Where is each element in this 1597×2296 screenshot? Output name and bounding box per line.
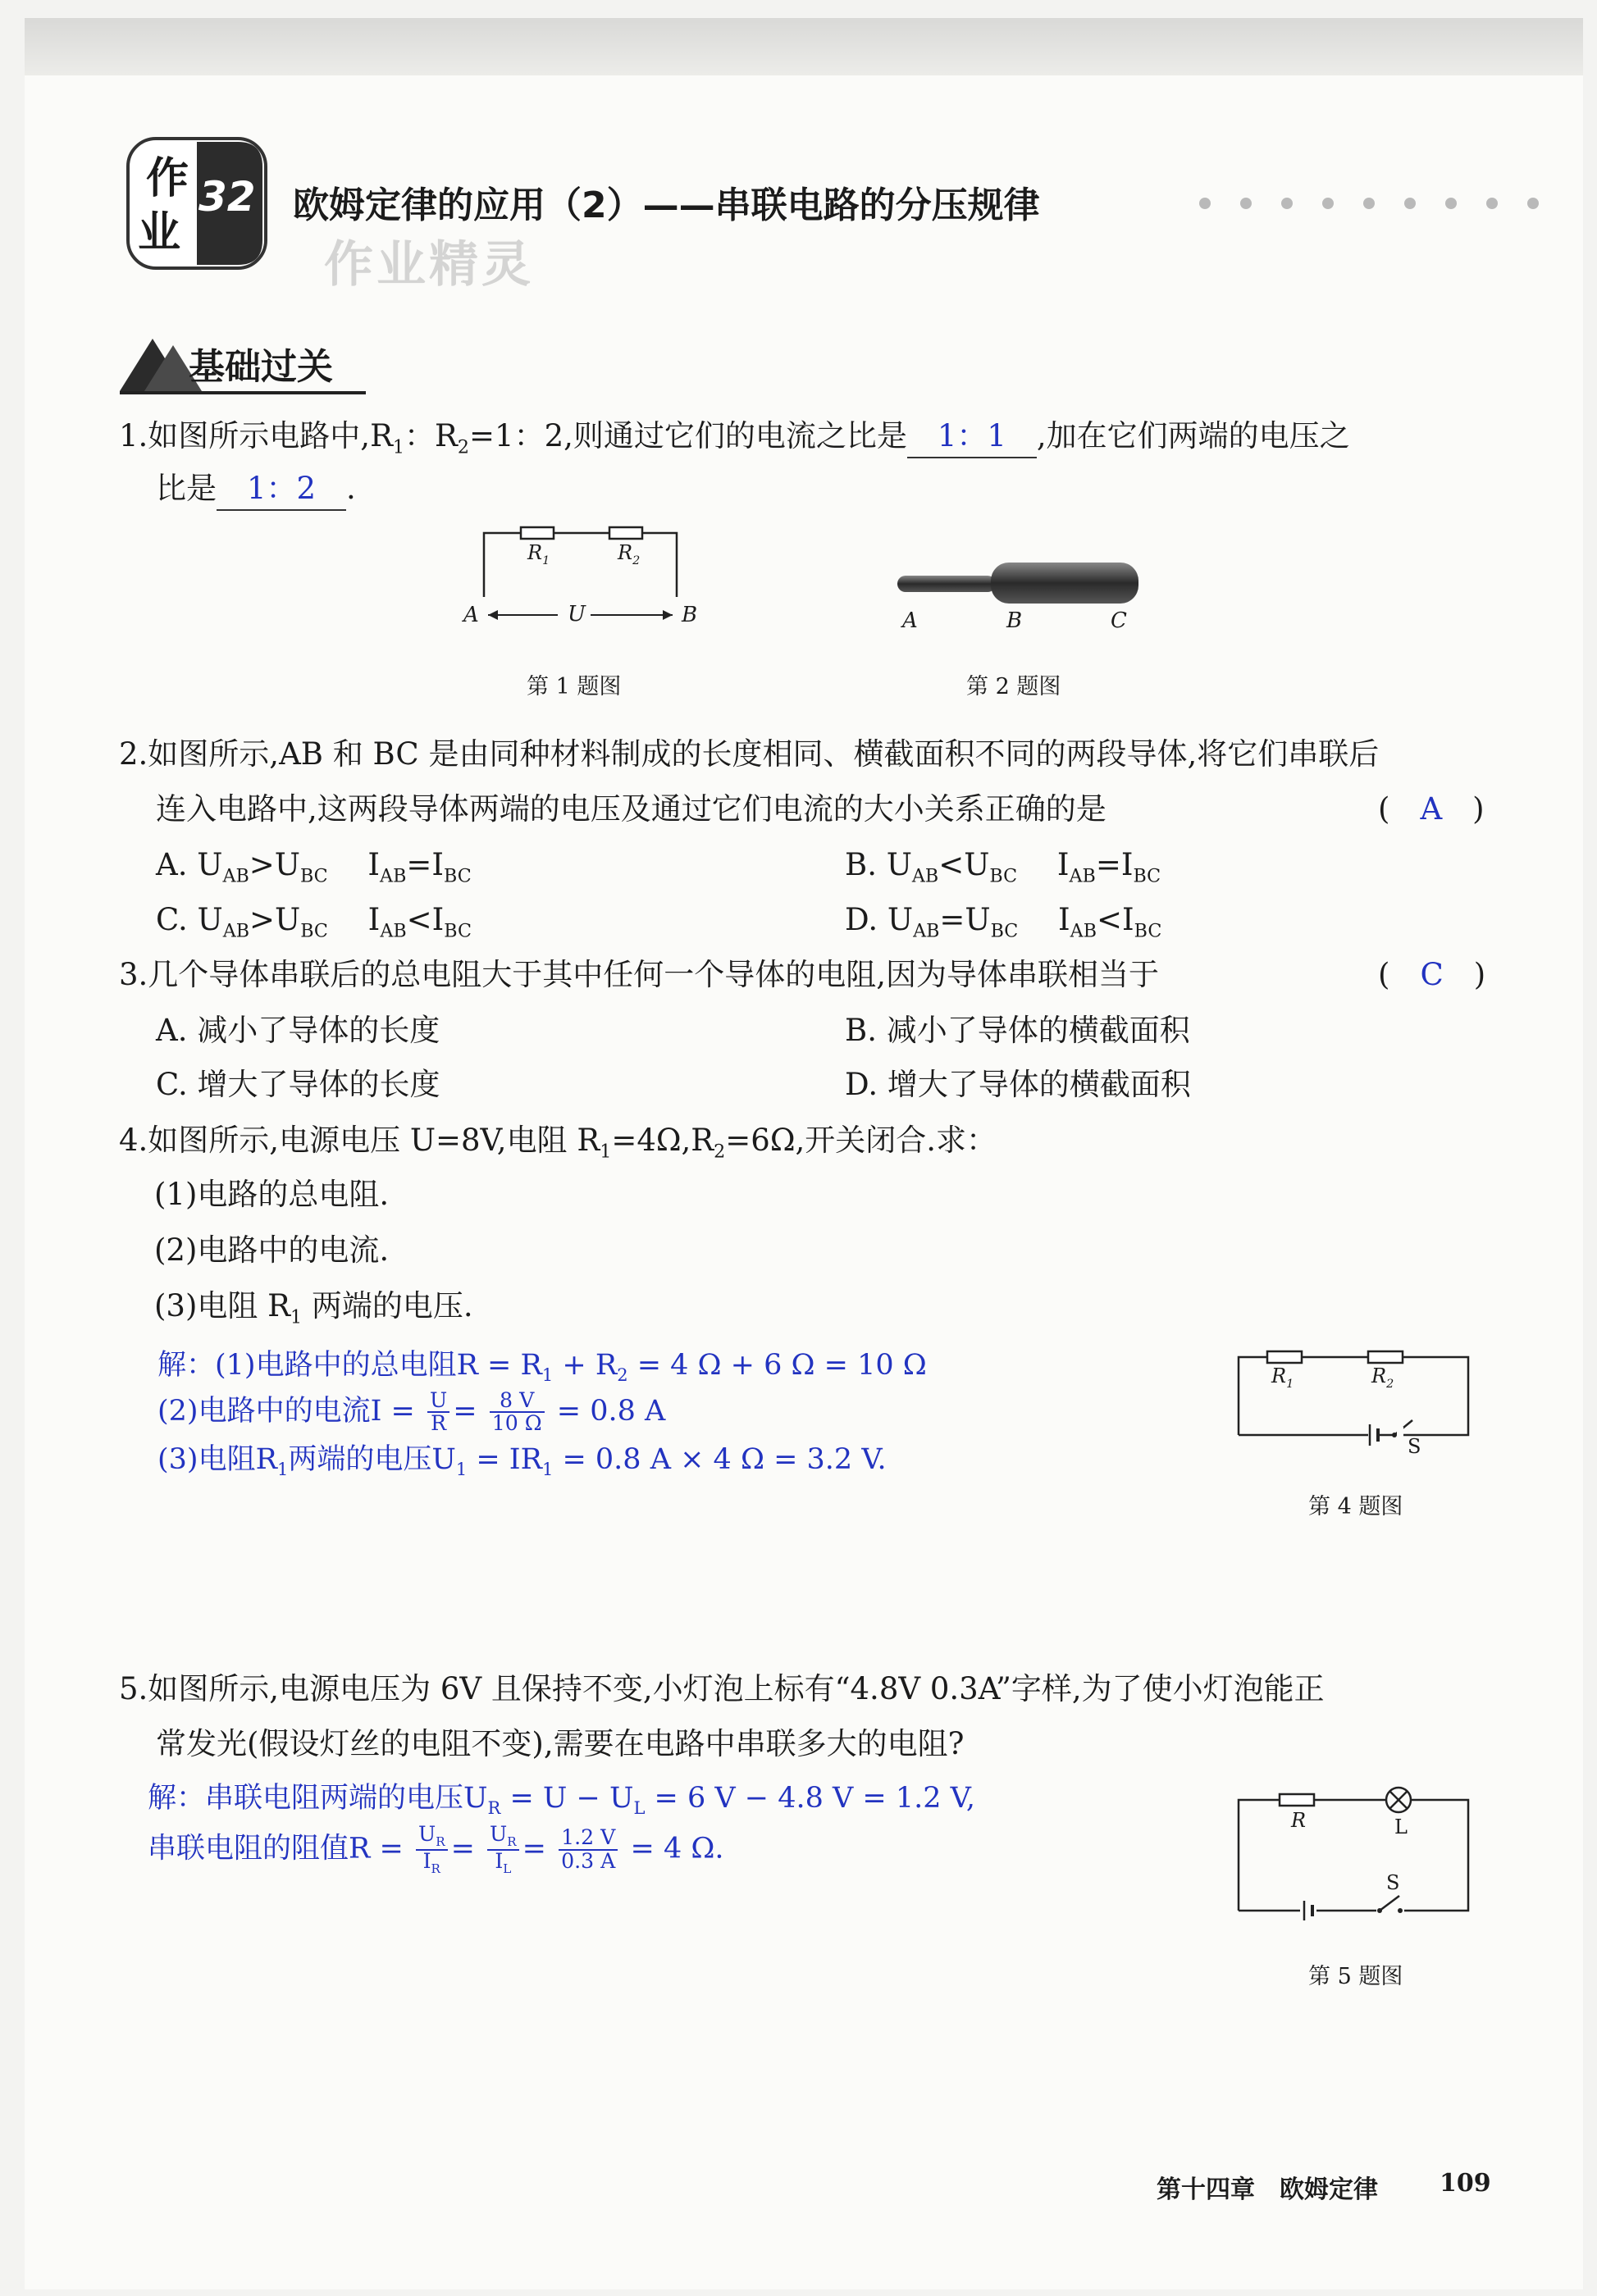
fig2-caption: 第 2 题图 — [966, 674, 1061, 699]
q4-solution-3: (3)电阻$R_1$两端的电压$U_1 = IR_1 = 0.8$ A × 4 Ω = 3.2 V. — [157, 1443, 887, 1479]
q4-line1: 4.如图所示,电源电压 U=8V,电阻 $R_1=4\Omega,R_2=6\Omega$,开关闭合.求： — [119, 1123, 997, 1163]
q5-frac-2: $\frac{U_R}{I_L}$ — [487, 1824, 519, 1876]
q5-line2: 常发光(假设灯丝的电阻不变),需要在电路中串联多大的电阻? — [156, 1726, 965, 1761]
q2-line2: 连入电路中,这两段导体两端的电压及通过它们电流的大小关系正确的是 — [156, 791, 1106, 827]
fig2-c-label: C — [1111, 608, 1127, 633]
section-title: 基础过关 — [189, 346, 333, 388]
fig2-b-label: B — [1006, 608, 1023, 633]
q2-answer-bracket: ( A ) — [1378, 791, 1485, 827]
q5-frac-3: $\frac{1.2 V}{0.3 A}$ — [559, 1827, 618, 1872]
q4-frac-u-r: $\frac{U}{R}$ — [427, 1390, 449, 1435]
fig4-r1-label: $R_1$ — [1271, 1364, 1294, 1391]
q3-option-c: C. 增大了导体的长度 — [156, 1067, 440, 1102]
q1-text-a: 1.如图所示电路中,R — [119, 418, 393, 453]
q4-part1: (1)电路的总电阻. — [154, 1177, 390, 1212]
q2-line1: 2.如图所示,AB 和 BC 是由同种材料制成的长度相同、横截面积不同的两段导体,将它们串联后 — [119, 736, 1380, 772]
section-heading — [120, 332, 382, 398]
badge-char-top: 作 — [146, 154, 189, 203]
q4-part2: (2)电路中的电流. — [154, 1232, 390, 1268]
q3-answer: C — [1420, 957, 1444, 992]
q5-line1: 5.如图所示,电源电压为 6V 且保持不变,小灯泡上标有“4.8V 0.3A”字样,为了使小灯泡能正 — [119, 1671, 1325, 1706]
q3-line1: 3.几个导体串联后的总电阻大于其中任何一个导体的电阻,因为导体串联相当于 — [119, 957, 1160, 992]
q1-line2 — [156, 468, 356, 511]
fig4-circuit — [1230, 1345, 1493, 1460]
q3-option-d: D. 增大了导体的横截面积 — [845, 1067, 1191, 1102]
fig5-r-label: R — [1291, 1809, 1307, 1832]
watermark-text: 作业精灵 — [324, 236, 534, 294]
q4-part3: (3)电阻 $R_1$ 两端的电压. — [154, 1288, 473, 1328]
assignment-badge — [123, 134, 271, 273]
fig1-a-label: A — [463, 603, 479, 627]
fig5-circuit-drawing — [1230, 1779, 1493, 1927]
q1-sub2: 2 — [457, 436, 470, 458]
fig1-r2-label: $R_2$ — [618, 541, 641, 567]
q3-answer-bracket: ( C ) — [1378, 957, 1486, 992]
q4-solution-2: (2)电路中的电流I = $\frac{U}{R}$ = $\frac{8 V}{10 \Omega}$ = 0.8 A — [157, 1388, 666, 1436]
fig5-caption: 第 5 题图 — [1308, 1964, 1403, 1989]
q2-option-b: B. $U_{AB}<U_{BC}$ $I_{AB}=I_{BC}$ — [845, 847, 1161, 887]
fig5-s-label: S — [1386, 1871, 1400, 1894]
fig4-s-label: S — [1408, 1435, 1421, 1458]
q1-text-f: . — [346, 471, 356, 506]
q1-text-e: 比是 — [156, 471, 217, 506]
q2-option-d: D. $U_{AB}=U_{BC}$ $I_{AB}<I_{BC}$ — [845, 902, 1162, 942]
q1-answer1: 1：1 — [907, 416, 1037, 458]
fig4-r2-label: $R_2$ — [1371, 1364, 1394, 1391]
fig1-u-label: U — [568, 602, 586, 626]
q2-option-c: C. $U_{AB}>U_{BC}$ $I_{AB}<I_{BC}$ — [156, 902, 472, 942]
q1-text-c: =1：2,则通过它们的电流之比是 — [469, 418, 907, 453]
fig5-l-label: L — [1394, 1815, 1408, 1838]
q4-frac-values: $\frac{8 V}{10 \Omega}$ — [490, 1390, 545, 1435]
fig1-r1-label: $R_1$ — [527, 541, 550, 567]
q1-line1 — [119, 416, 1350, 467]
fig2-conductor — [886, 558, 1148, 648]
fig1-circuit — [455, 525, 701, 640]
badge-number: 32 — [198, 173, 256, 221]
q1-answer2: 1：2 — [217, 468, 346, 511]
fig1-caption: 第 1 题图 — [527, 674, 622, 699]
fig4-circuit-drawing — [1230, 1345, 1493, 1460]
q5-solution-1: 解：串联电阻两端的电压$U_R = U - U_L = 6$ V − 4.8 V = 1.2 V, — [148, 1782, 975, 1818]
q2-option-a: A. $U_{AB}>U_{BC}$ $I_{AB}=I_{BC}$ — [156, 847, 472, 887]
fig2-a-label: A — [902, 608, 918, 633]
q2-answer: A — [1420, 791, 1443, 827]
footer-chapter: 第十四章 欧姆定律 — [1157, 2175, 1378, 2204]
q1-text-d: ,加在它们两端的电压之 — [1036, 418, 1350, 453]
fig1-b-label: B — [682, 603, 698, 627]
title-dots — [1199, 197, 1585, 212]
q4-solution-1: 解：(1)电路中的总电阻$R = R_1 + R_2 = 4$ Ω + 6 Ω = 10 Ω — [157, 1349, 927, 1385]
fig5-circuit — [1230, 1779, 1493, 1927]
fig4-caption: 第 4 题图 — [1308, 1494, 1403, 1519]
q5-solution-2: 串联电阻的阻值R = $\frac{U_R}{I_R}$ = $\frac{U_R}{I_L}$ = $\frac{1.2 V}{0.3 A}$ = 4 Ω. — [148, 1822, 724, 1876]
page-title: 欧姆定律的应用（2）——串联电路的分压规律 — [293, 184, 1040, 226]
q1-sub1: 1 — [392, 436, 405, 458]
page-number: 109 — [1440, 2169, 1491, 2198]
badge-char-bottom: 业 — [138, 208, 181, 257]
q5-frac-1: $\frac{U_R}{I_R}$ — [416, 1824, 448, 1876]
q1-text-b: ：R — [404, 418, 458, 453]
q3-option-a: A. 减小了导体的长度 — [156, 1013, 440, 1048]
fig2-conductor-drawing — [886, 558, 1148, 615]
scan-top-band — [25, 18, 1583, 75]
q3-option-b: B. 减小了导体的横截面积 — [845, 1013, 1190, 1048]
